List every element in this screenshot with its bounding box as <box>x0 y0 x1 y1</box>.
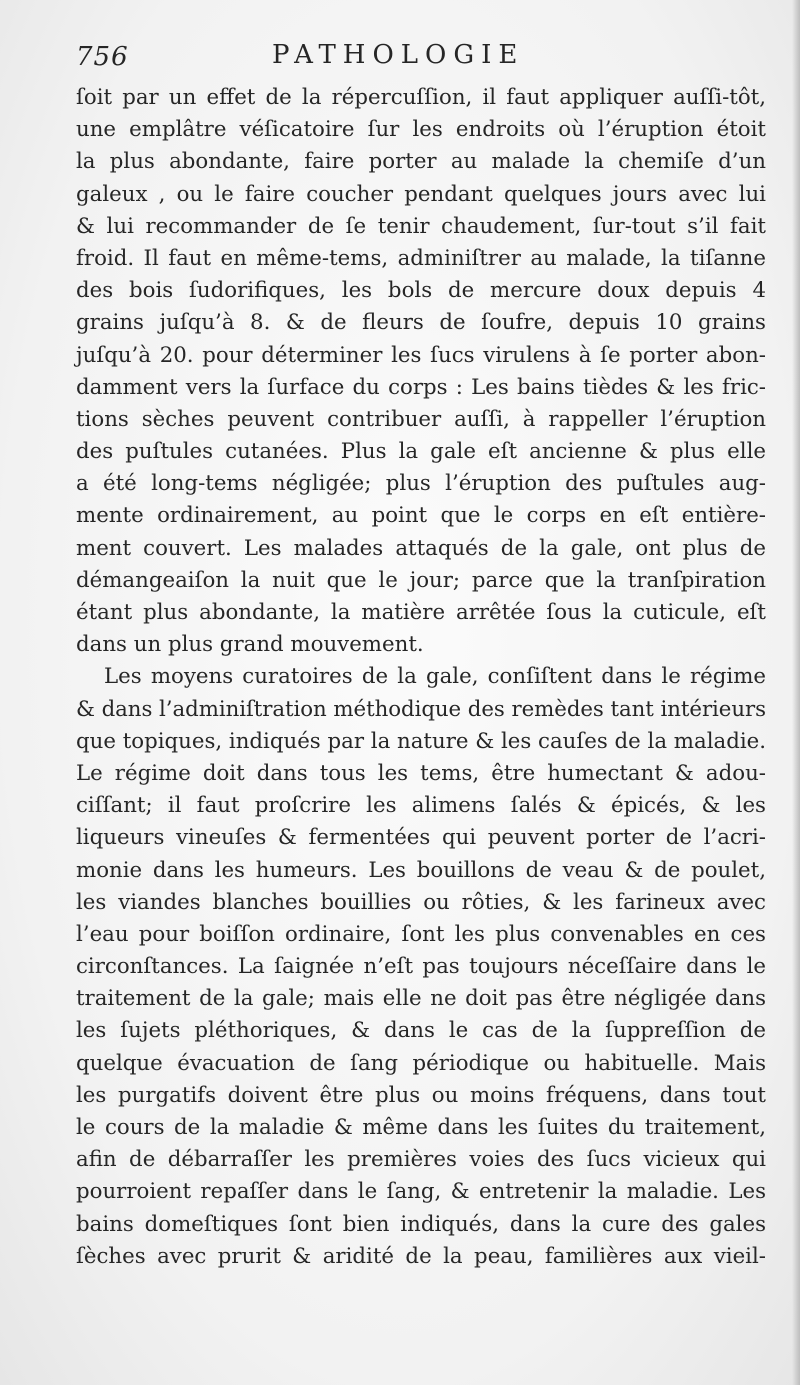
text-line: des bois ſudorifiques, les bols de mercure doux depuis 4 <box>76 278 766 304</box>
text-line: les ſujets pléthoriques, & dans le cas de la ſuppreſſion de <box>76 1018 766 1044</box>
text-line: pourroient repaſſer dans le ſang, & entretenir la maladie. Les <box>76 1179 766 1205</box>
text-line: monie dans les humeurs. Les bouillons de veau & de poulet, <box>76 857 766 883</box>
text-line: des puſtules cutanées. Plus la gale eſt ancienne & plus elle <box>76 439 766 465</box>
page-number: 756 <box>76 42 129 72</box>
text-line: juſqu’à 20. pour déterminer les ſucs virulens à ſe porter abon- <box>76 342 766 368</box>
text-line: démangeaiſon la nuit que le jour; parce que la tranſpiration <box>76 567 766 593</box>
text-line: & dans l’adminiſtration méthodique des remèdes tant intérieurs <box>76 696 766 722</box>
text-line: les viandes blanches bouillies ou rôties, & les farineux avec <box>76 889 766 915</box>
text-line: ſèches avec prurit & aridité de la peau, familières aux vieil- <box>76 1243 766 1269</box>
text-line: galeux , ou le faire coucher pendant quelques jours avec lui <box>76 181 766 207</box>
text-line: quelque évacuation de ſang périodique ou habituelle. Mais <box>76 1050 766 1076</box>
page-header <box>76 40 766 74</box>
text-line: ciſſant; il faut proſcrire les alimens ſalés & épicés, & les <box>76 793 766 819</box>
text-line: Le régime doit dans tous les tems, être humectant & adou- <box>76 760 766 786</box>
text-line: circonſtances. La ſaignée n’eſt pas toujours néceſſaire dans le <box>76 954 766 980</box>
text-line: ſoit par un effet de la répercuſſion, il faut appliquer auſſi-tôt, <box>76 85 766 110</box>
text-line: mente ordinairement, au point que le corps en eſt entière- <box>76 503 766 529</box>
text-line: étant plus abondante, la matière arrêtée ſous la cuticule, eſt <box>76 600 766 625</box>
text-line-paragraph-start: Les moyens curatoires de la gale, conſiſtent dans le régime <box>104 664 766 690</box>
text-line: afin de débarraſſer les premières voies des ſucs vicieux qui <box>76 1147 766 1173</box>
text-line: liqueurs vineuſes & fermentées qui peuvent porter de l’acri- <box>76 825 766 851</box>
text-line: la plus abondante, faire porter au malade la chemiſe d’un <box>76 149 766 175</box>
text-line: l’eau pour boiſſon ordinaire, ſont les plus convenables en ces <box>76 921 766 947</box>
body-text <box>76 82 766 1273</box>
text-line: a été long-tems négligée; plus l’éruption des puſtules aug- <box>76 471 766 497</box>
text-line: grains juſqu’à 8. & de fleurs de ſoufre, depuis 10 grains <box>76 310 766 336</box>
text-line-paragraph-end: dans un plus grand mouvement. <box>76 632 424 658</box>
running-title: PATHOLOGIE <box>272 40 525 70</box>
text-line: que topiques, indiqués par la nature & les cauſes de la maladie. <box>76 728 766 754</box>
page-edge-shadow <box>792 0 800 1385</box>
text-line: bains domeſtiques ſont bien indiqués, dans la cure des gales <box>76 1211 766 1237</box>
text-line: ment couvert. Les malades attaqués de la gale, ont plus de <box>76 535 766 561</box>
text-line: & lui recommander de ſe tenir chaudement, ſur-tout s’il fait <box>76 213 766 239</box>
text-line: froid. Il faut en même-tems, adminiſtrer au malade, la tiſanne <box>76 245 766 271</box>
text-line: une emplâtre véſicatoire ſur les endroits où l’éruption étoit <box>76 117 766 143</box>
text-line: damment vers la ſurface du corps : Les bains tièdes & les fric- <box>76 374 766 400</box>
text-line: les purgatifs doivent être plus ou moins fréquens, dans tout <box>76 1082 766 1108</box>
text-line: le cours de la maladie & même dans les ſuites du traitement, <box>76 1115 766 1140</box>
text-line: traitement de la gale; mais elle ne doit pas être négligée dans <box>76 986 766 1012</box>
text-line: tions sèches peuvent contribuer auſſi, à rappeller l’éruption <box>76 406 766 432</box>
